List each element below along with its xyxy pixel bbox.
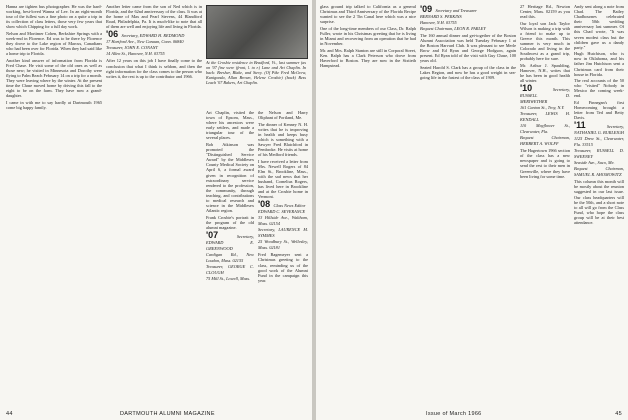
secretary-address: 25 Woodbury St., Wellesley, Mass. 02181 xyxy=(258,239,308,251)
secretary-line: Secretary, EDWARD E. GREENWOOD xyxy=(206,233,254,251)
right-column-2 xyxy=(420,4,516,82)
secretary-address: Hanover, N.H. 03755 xyxy=(420,20,457,25)
treasurer-line: Treasurer, LEWIS H. KENDALL xyxy=(520,111,570,123)
class-photo xyxy=(206,5,308,59)
secretary-address: Cardigan Rd., New Loudon, Mass. 02155 xyxy=(206,251,254,263)
paragraph: Mr. Arthur J. Spaulding, Hanover, N.H., writes that he has been in good health all winter. xyxy=(520,62,570,84)
paragraph: Ed Finnegan's first Homecoming brought a letter from Ted and Betty Davis. xyxy=(574,99,624,121)
class-numeral: '11 xyxy=(574,120,586,131)
paragraph: One of the long-time members of our Class, Dr. Ralph Fuller, wrote in his Christmas greeting that he is living in Miami and recovering from an operation that he had in November. xyxy=(320,25,416,47)
left-column-3 xyxy=(206,110,254,283)
right-column-1 xyxy=(320,4,416,69)
left-page xyxy=(0,0,312,420)
right-column-3 xyxy=(520,4,570,180)
paragraph: After 12 years on this job I have finally come to the conclusion that what I think is seldom, and then the right information for the class comes to the person who writes it, the rest is up to the contributor and 1966. xyxy=(106,58,202,79)
editor-address: 33 Hillside Ave., Waltham, Mass. 02154 xyxy=(258,215,308,227)
paragraph: Fred Bagemeyer sent a Christmas greeting to the class, reminding us of the good work of the Alumni Fund in the campaign this year. xyxy=(258,252,308,283)
paragraph: Mr. and Mrs. Ralph Stanton are still in Corporal Street, Ken. Ralph has a Clark Peterson who drove from Haverford to Boston. They are now in the Sixtieth Hampstead. xyxy=(320,47,416,68)
paragraph: The Hagertown 1966 section of the class has a new newspaper and is going to send the rest to their men in Greenville, where they have been living for some time. xyxy=(520,148,570,179)
paragraph: The real accounts of the 50 who "visited" Nobody in Mexico the coming week-end. xyxy=(574,78,624,99)
secretary-line: Secretary, NATHANIEL G. BURLEIGH xyxy=(574,124,624,136)
paragraph: I came in with me to say hardly at Dartmouth 1965 come big happy family. xyxy=(6,99,102,110)
secretary-line: Secretary and Treasurer xyxy=(435,8,477,13)
paragraph: Art Chaplin, visited the town of Epsom, Mass., where his ancestors were early settlers, and made a triangular tour of the several places. xyxy=(206,110,254,141)
class-heading-06 xyxy=(106,31,202,57)
paragraph: Hanna are tighten bus photographer. He was the hard-working, best-loved Wanna of Lee. In an eight-month tour of the fullest was a fine photo on a quite a trip in its collection of class letters, those very few years that show which Chipping for a full day work. xyxy=(6,4,102,30)
paragraph: The 160 annual dinner and get-together of the Boston Alumni Association was held Tuesday February 1 at the Boston Harvard Club. It was pleasant to see Merle Brow and Ed Ryan and George Hodgson, again present. Ed Ryan told of the visit with Guy Chase, 100 years old. xyxy=(420,33,516,64)
bequest-line: Bequest Chairman, SAMUEL R. AHOMOWITZ xyxy=(574,166,624,178)
paragraph: Hugh Hutchison, who is now in Oklahoma, and his father Jim Hutchison sent a Christmas card from their house in Florida. xyxy=(574,51,624,77)
paragraph: I have received a letter from Mrs. Newell Rogers of 84 Elm St., Brookline, Mass., with the sad news that her husband, Cornelius Rogers, has lived here in Brookline and at the Crosbie home in Vermont. xyxy=(258,158,308,200)
class-heading-07 xyxy=(206,229,254,282)
editor-name: EDWARD C. SEVERANCE xyxy=(258,209,306,215)
class-heading-09 xyxy=(420,6,516,32)
paragraph: This column this month will be mostly about the reunion suggested in our last issue. Our class headquarters will be the 50th, and a short note to all will go from the Class Fund, who hope the class group will be at their best attendance. xyxy=(574,179,624,225)
treasurer-address: 75 Mill St., Lowell, Mass. xyxy=(206,275,251,281)
photo-caption: At the Crosbie residence in Bradford, Vt., last summer (as on '07 fine were (front, l. to r.) Lane and Art Chaplin. In back: Bresher, Blake, and Stevy. (Of Pike Fred McGrew, Kunigonda, Allan Brown, Helene Crosbie) (back) Bess Leach '07 Bakers, Art Chaplin. xyxy=(206,60,306,85)
secretary-line: Secretary, LAURENCE M. SYMMES xyxy=(258,227,308,239)
running-footer: DARTMOUTH ALUMNI MAGAZINE xyxy=(120,411,215,417)
treasurer-address: 14 Allen St., Hanover, N.H. 03755 xyxy=(106,51,165,57)
left-column-4 xyxy=(258,110,308,284)
class-numeral: '07 xyxy=(206,229,219,240)
right-column-4 xyxy=(574,4,624,226)
treasurer-line: Treasurer, JOHN E. CONANT xyxy=(106,45,158,51)
treasurer-line: Treasurer, GEORGE C. CLOUGH xyxy=(206,263,254,275)
class-heading-11 xyxy=(574,122,624,178)
paragraph: The dinner of Kenney N. H. writes that he is improving in health and keeps busy which is something with a Sawyer Fred Blatchford in Pembroke. He visits at home of his Medford friends. xyxy=(258,121,308,158)
page-number: 45 xyxy=(615,411,622,417)
paragraph: Nelson and Mortimer Cohen, Berkshire Springs with a week-end in Florence. Ed was to be there by Florence they drove to the Lake region of Marcus, Canadians who had been over for Florida. When they had said like a home trip to Florida. xyxy=(6,30,102,57)
paragraph: Seated Harold S. Clark has a group of the class in the Lakes Region, and now be has a good weight in sea-going life in the fastest of the class of 1909. xyxy=(420,64,516,81)
bequest-line: Bequest Chairman, LEON R. FARLEY xyxy=(420,26,486,31)
treasurer-address: 110 Mayflower St., Clearwater, Fla. xyxy=(520,123,570,135)
treasurer-line: Treasurer, RUSSELL D. SWEENEY xyxy=(574,148,624,160)
secretary-address: 1125 Drew St., Clearwater, Fla. 33515 xyxy=(574,136,624,148)
class-numeral: '08 xyxy=(258,199,271,210)
secretary-line: Secretary, EDWARD H. REDMOND xyxy=(121,33,185,39)
paragraph: Bob Atkinson was promoted the "Distinguished Service Award" by the Middlesex County Medical Society on April 6, a formal award given in recognition of extraordinary service rendered to the profession, the community, through teaching, and contributions to medical research and science in the Middlesex Atlantic region. xyxy=(206,141,254,214)
left-column-1 xyxy=(6,4,102,111)
paragraph: 27 Heritage Rd., Newton Center, Mass. 02159 as you read this. xyxy=(520,4,570,20)
treasurer-address: Seaside Ave., Saco, Me. xyxy=(574,160,615,166)
class-numeral: '10 xyxy=(520,83,533,94)
class-heading-08 xyxy=(258,201,308,251)
paragraph: glass ground trip talked to California as a general Christmas and Third Anniversary of the Florida Recipe wanted to see the 2 Tin Canal here which was a nice surprise. xyxy=(320,4,416,25)
secretary-address: 17 Hartford Ave., New Canaan, Conn. 06840 xyxy=(106,39,184,45)
paragraph: Another kind answer of information from Florida is Fred Chase. He visit some of the old ones as well as those new; he visited in Minnesota and Dorothy were flying to Palm Beach February 14 on a trip for a month. They were leaving where by the winter. At the present time the Chase moved home by driving this fall to the eight to be on the farm. They have now a grand-daughter. xyxy=(6,57,102,99)
paragraph: the Nelson and Harry Oliphant of Portland, Me. xyxy=(258,110,308,121)
class-heading-10 xyxy=(520,85,570,147)
paragraph: Another letter came from the son of Ned which is in Florida, and the 62nd anniversary of the class. It was at the home of Max and Pearl Stevens, 44 Blandford Road, Philadelphia, Pa. It is much-like to note that all of them are well and enjoying life and living in Florida. xyxy=(106,4,202,30)
secretary-name: BERNARD S. PERKINS xyxy=(420,14,462,19)
secretary-address: 161 Canton St., Troy, N.Y. xyxy=(520,105,565,111)
bequest-line: Bequest Chairman, HERBERT A. WOLFF xyxy=(520,135,570,147)
class-numeral: '06 xyxy=(106,29,119,40)
class-numeral: '09 xyxy=(420,4,433,14)
secretary-line: Secretary, RUSSELL D. MERIWETHER xyxy=(520,87,570,105)
page-number: 44 xyxy=(6,411,13,417)
editor-line: Class News Editor xyxy=(273,203,306,209)
paragraph: Frank Crosbie's portrait in the program of the old alumni magazine. xyxy=(206,214,254,230)
running-footer: Issue of March 1966 xyxy=(426,411,482,417)
left-column-2 xyxy=(106,4,202,80)
paragraph: Our loyal son Jack Taylor Wilson is making a trip with a friend to make up to Greece this month. This summer is very much in Colorado and living in the Southwest as a grand trip, probably here for sure. xyxy=(520,20,570,62)
right-page xyxy=(316,0,628,420)
paragraph: Andy sent along a note from Chad. The Bailey Chadbournes celebrated their 50th wedding anniversary last summer. Of this Chad wrote, "It was seven modest class but the children gave us a dandy party." xyxy=(574,4,624,50)
